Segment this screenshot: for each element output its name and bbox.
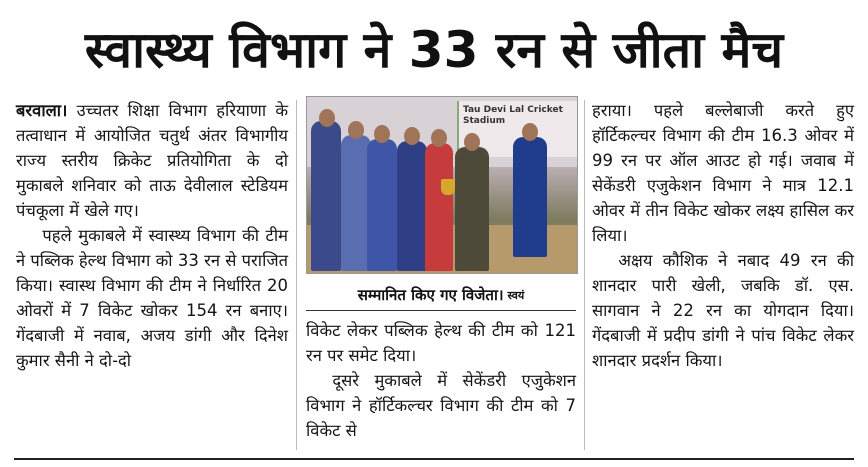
caption-text: सम्मानित किए गए विजेता।	[357, 286, 504, 304]
player-head	[319, 109, 335, 127]
official-head	[464, 133, 480, 151]
column-divider-1	[296, 100, 297, 450]
article-column-2	[306, 318, 576, 443]
player-head	[348, 121, 364, 139]
column-3-paragraph-2: अक्षय कौशिक ने नबाद 49 रन की शानदार पारी खेली, जबकि डॉ. एस. सागवान ने 22 रन का योगदान दिया। गेंदबाजी में प्रदीप डांगी ने पांच विकेट लेकर शानदार प्रदर्शन किया।	[592, 251, 854, 370]
bottom-rule	[14, 458, 854, 460]
column-2-paragraph-1: विकेट लेकर पब्लिक हेल्थ की टीम को 121 रन पर समेट दिया।	[306, 321, 576, 365]
column-1-paragraph-2: पहले मुकाबले में स्वास्थ्य विभाग की टीम ने पब्लिक हेल्थ विभाग को 33 रन से पराजित किया। स्वास्थ विभाग की टीम ने निर्धारित 20 ओवरों में 7 विकेट खोकर 154 रन बनाए। गेंदबाजी में नवाब, अजय डांगी और दिनेश कुमार सैनी ने दो-दो	[16, 226, 288, 370]
column-3-paragraph-1: हराया। पहले बल्लेबाजी करते हुए हॉर्टिकल्चर विभाग की टीम 16.3 ओवर में 99 रन पर ऑल आउट हो गई। जवाब में सेकेंडरी एजुकेशन विभाग ने मात्र 12.1 ओवर में तीन विकेट खोकर लक्ष्य हासिल कर लिया।	[592, 101, 854, 245]
column-1-paragraph-1	[16, 98, 288, 223]
column-2-paragraph-2: दूसरे मुकाबले में सेकेंडरी एजुकेशन विभाग ने हॉर्टिकल्चर विभाग की टीम को 7 विकेट से	[306, 371, 576, 440]
official-figure	[513, 137, 547, 257]
player-figure	[425, 143, 453, 271]
official-figure	[455, 147, 489, 271]
column-1-paragraph-1-text: उच्चतर शिक्षा विभाग हरियाणा के तत्वाधान में आयोजित चतुर्थ अंतर विभागीय राज्य स्तरीय क्रिकेट प्रतियोगिता के दो मुकाबले शनिवार को ताऊ देवीलाल स्टेडियम पंचकूला में खेले गए।	[16, 101, 288, 220]
award-ceremony-photo	[306, 96, 578, 274]
column-divider-2	[584, 100, 585, 450]
trophy-icon	[441, 179, 455, 195]
official-head	[522, 123, 538, 141]
player-figure	[311, 121, 341, 271]
player-figure	[367, 139, 397, 271]
player-figure	[397, 141, 427, 271]
player-head	[374, 125, 390, 143]
stadium-banner-text: Tau Devi Lal Cricket Stadium	[463, 105, 563, 126]
player-head	[431, 129, 447, 147]
dateline: बरवाला।	[16, 101, 68, 120]
headline: स्वास्थ्य विभाग ने 33 रन से जीता मैच	[84, 21, 784, 79]
player-head	[404, 127, 420, 145]
caption-credit: स्वयं	[507, 288, 525, 302]
photo-caption	[306, 282, 576, 308]
article-column-1	[16, 98, 288, 373]
article-column-3	[592, 98, 854, 373]
caption-rule	[306, 310, 576, 311]
